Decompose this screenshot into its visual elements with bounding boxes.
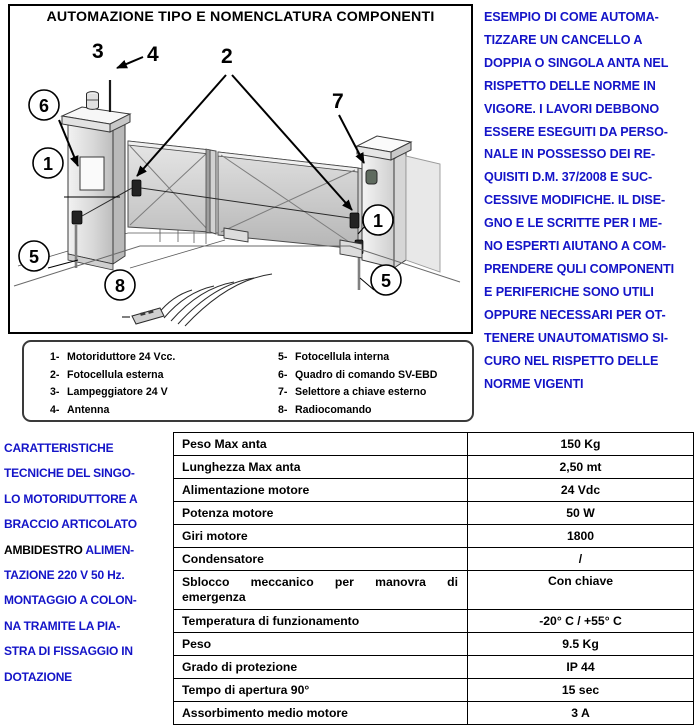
legend-number: 8- bbox=[278, 403, 288, 416]
features-ambidestro: AMBIDESTRO bbox=[4, 542, 86, 557]
callout-5-left bbox=[19, 241, 49, 271]
legend-label: Radiocomando bbox=[295, 403, 372, 416]
table-row bbox=[174, 479, 694, 502]
legend-column-left bbox=[50, 349, 175, 419]
intro-line: VIGORE. I LAVORI DEBBONO bbox=[484, 101, 660, 116]
spec-value: Con chiave bbox=[468, 571, 694, 610]
features-line: TECNICHE DEL SINGO- bbox=[4, 466, 135, 481]
svg-text:6: 6 bbox=[38, 96, 50, 116]
spec-label: Lunghezza Max anta bbox=[174, 456, 468, 479]
legend-number: 4- bbox=[50, 403, 60, 416]
spec-label-line2: emergenza bbox=[182, 589, 246, 604]
spec-label: Peso bbox=[174, 633, 468, 656]
svg-text:5: 5 bbox=[380, 271, 392, 291]
features-line: LO MOTORIDUTTORE A bbox=[4, 491, 138, 506]
intro-line: PRENDERE QULI COMPONENTI bbox=[484, 261, 675, 276]
spec-value: 150 Kg bbox=[468, 433, 694, 456]
diagram-frame bbox=[8, 28, 473, 334]
callout-1-right bbox=[363, 205, 393, 235]
legend-label: Fotocellula interna bbox=[295, 351, 390, 363]
spec-label: Temperatura di funzionamento bbox=[174, 610, 468, 633]
legend-column-right bbox=[278, 349, 437, 419]
spec-label bbox=[174, 571, 468, 610]
table-row bbox=[174, 525, 694, 548]
intro-line: RISPETTO DELLE NORME IN bbox=[484, 78, 656, 93]
intro-line: ESSERE ESEGUITI DA PERSO- bbox=[484, 124, 668, 139]
callout-7: 7 bbox=[332, 90, 344, 113]
features-line: TAZIONE 220 V 50 Hz. bbox=[4, 568, 125, 583]
spec-value: 24 Vdc bbox=[468, 479, 694, 502]
intro-line: NO ESPERTI AIUTANO A COM- bbox=[484, 239, 666, 254]
legend-item bbox=[278, 349, 437, 367]
spec-label: Giri motore bbox=[174, 525, 468, 548]
intro-line: NORME VIGENTI bbox=[484, 376, 584, 391]
features-line: BRACCIO ARTICOLATO bbox=[4, 517, 137, 532]
callout-2: 2 bbox=[221, 45, 233, 68]
spec-label: Grado di protezione bbox=[174, 656, 468, 679]
spec-label: Alimentazione motore bbox=[174, 479, 468, 502]
table-row bbox=[174, 571, 694, 610]
legend-label: Lampeggiatore 24 V bbox=[67, 386, 168, 398]
callout-8 bbox=[105, 270, 135, 300]
legend-label: Selettore a chiave esterno bbox=[295, 386, 427, 398]
intro-line: TENERE UNAUTOMATISMO SI- bbox=[484, 330, 668, 345]
svg-text:5: 5 bbox=[28, 247, 40, 267]
svg-text:1: 1 bbox=[42, 154, 54, 174]
intro-description-text bbox=[484, 6, 698, 395]
intro-line: NALE IN POSSESSO DEI RE- bbox=[484, 147, 656, 162]
legend-item bbox=[50, 384, 175, 402]
legend-number: 3- bbox=[50, 386, 60, 398]
legend-item bbox=[50, 367, 175, 385]
spec-value: 9.5 Kg bbox=[468, 633, 694, 656]
intro-line: ESEMPIO DI COME AUTOMA- bbox=[484, 10, 659, 24]
spec-value: 50 W bbox=[468, 502, 694, 525]
spec-value: 15 sec bbox=[468, 679, 694, 702]
spec-label-line1: Sblocco meccanico per manovra di bbox=[182, 575, 458, 589]
legend-item bbox=[278, 367, 437, 385]
legend-label: Antenna bbox=[67, 403, 110, 416]
callout-6 bbox=[29, 90, 59, 120]
intro-line: CESSIVE MODIFICHE. IL DISE- bbox=[484, 193, 666, 208]
legend-item bbox=[278, 384, 437, 402]
features-line: STRA DI FISSAGGIO IN bbox=[4, 644, 133, 659]
legend-item bbox=[50, 349, 175, 367]
legend-item bbox=[278, 402, 437, 420]
table-row bbox=[174, 633, 694, 656]
intro-line: OPPURE NECESSARI PER OT- bbox=[484, 307, 666, 322]
table-row bbox=[174, 610, 694, 633]
intro-line: QUISITI D.M. 37/2008 E SUC- bbox=[484, 170, 653, 185]
features-line: DOTAZIONE bbox=[4, 669, 72, 684]
technical-specifications-table bbox=[173, 432, 694, 725]
table-row bbox=[174, 679, 694, 702]
table-row bbox=[174, 702, 694, 725]
callout-1-left bbox=[33, 148, 63, 178]
intro-line: DOPPIA O SINGOLA ANTA NEL bbox=[484, 55, 669, 70]
spec-value: 1800 bbox=[468, 525, 694, 548]
table-row bbox=[174, 433, 694, 456]
automation-diagram-panel bbox=[8, 4, 473, 334]
spec-value: IP 44 bbox=[468, 656, 694, 679]
legend-label: Quadro di comando SV-EBD bbox=[295, 368, 438, 381]
legend-number: 2- bbox=[50, 368, 60, 381]
legend-label: Motoriduttore 24 Vcc. bbox=[67, 351, 176, 363]
table-row bbox=[174, 548, 694, 571]
spec-label: Potenza motore bbox=[174, 502, 468, 525]
svg-text:8: 8 bbox=[114, 276, 126, 296]
spec-value: 3 A bbox=[468, 702, 694, 725]
diagram-title: AUTOMAZIONE TIPO E NOMENCLATURA COMPONENTI bbox=[46, 9, 435, 25]
features-line: NA TRAMITE LA PIA- bbox=[4, 618, 121, 633]
gate-illustration bbox=[10, 28, 471, 330]
features-line-mixed bbox=[4, 538, 170, 563]
spec-label: Condensatore bbox=[174, 548, 468, 571]
table-row bbox=[174, 456, 694, 479]
intro-line: E PERIFERICHE SONO UTILI bbox=[484, 284, 654, 299]
legend-item bbox=[50, 402, 175, 420]
table-row bbox=[174, 502, 694, 525]
spec-value: / bbox=[468, 548, 694, 571]
legend-number: 1- bbox=[50, 351, 60, 363]
intro-line: TIZZARE UN CANCELLO A bbox=[484, 32, 643, 47]
spec-value: -20° C / +55° C bbox=[468, 610, 694, 633]
callout-5-right bbox=[371, 265, 401, 295]
table-row bbox=[174, 656, 694, 679]
svg-text:1: 1 bbox=[372, 211, 384, 231]
features-alimentazione: ALIMEN- bbox=[85, 542, 134, 557]
legend-number: 6- bbox=[278, 368, 288, 381]
spec-label: Tempo di apertura 90° bbox=[174, 679, 468, 702]
callout-3: 3 bbox=[92, 40, 104, 63]
intro-line: GNO E LE SCRITTE PER I ME- bbox=[484, 216, 662, 231]
features-line: CARATTERISTICHE bbox=[4, 441, 114, 455]
legend-label: Fotocellula esterna bbox=[67, 368, 164, 381]
intro-line: CURO NEL RISPETTO DELLE bbox=[484, 353, 659, 368]
spec-value: 2,50 mt bbox=[468, 456, 694, 479]
spec-label: Peso Max anta bbox=[174, 433, 468, 456]
diagram-title-box bbox=[8, 4, 473, 30]
legend-number: 7- bbox=[278, 386, 288, 398]
motor-features-text bbox=[4, 436, 170, 690]
spec-label: Assorbimento medio motore bbox=[174, 702, 468, 725]
callout-4: 4 bbox=[147, 43, 159, 66]
features-line: MONTAGGIO A COLON- bbox=[4, 593, 137, 608]
component-legend-box bbox=[22, 340, 474, 422]
legend-number: 5- bbox=[278, 351, 288, 363]
